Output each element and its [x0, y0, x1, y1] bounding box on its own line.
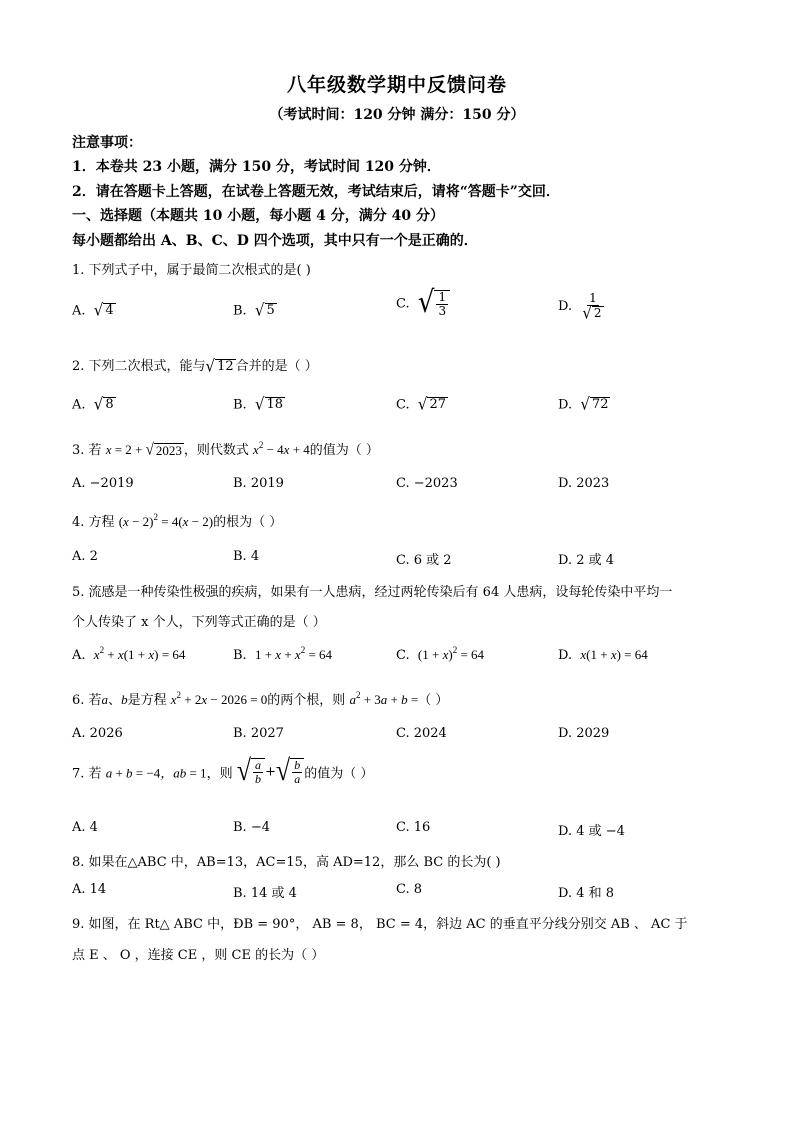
equation: $(x - 2)^2 = 4(x - 2)$ — [118, 512, 214, 529]
question-8-option-b: B. 14 或 4 — [233, 886, 297, 901]
question-5-option-b: B. $1 + x + x^2 = 64$ — [233, 645, 333, 663]
option-a-label: A. — [72, 303, 86, 319]
question-5-stem-line-1: 5. 流感是一种传染性极强的疾病，如果有一人患病，经过两轮传染后有 64 人患病，设每轮传染中平均一 — [72, 585, 673, 600]
section-heading: 一、选择题（本题共 10 小题，每小题 4 分，满分 40 分） — [72, 208, 444, 224]
question-7-stem: 7. 若 a + b = −4，ab = 1，则 √ $\frac{a}{b}$ + √ $\frac{b}{a}$ 的值为（ ） — [72, 753, 374, 787]
question-9-stem-line-2: 点 E 、 O ，连接 CE ，则 CE 的长为（ ） — [72, 948, 325, 963]
question-6-stem: 6. 若a、b是方程 $x^2 + 2x - 2026 = 0$的两个根，则 $a^2 + 3a + b$ =（ ） — [72, 690, 449, 708]
question-2-option-b: B. √ 18 — [233, 394, 284, 414]
expression: $x^2 - 4x + 4$ — [253, 440, 310, 457]
question-2-stem: 2. 下列二次根式，能与 √ 12 合并的是（ ） — [72, 355, 318, 376]
question-1-option-d — [558, 291, 606, 324]
sqrt-expression: √ 4 — [93, 300, 114, 320]
question-3-stem: 3. 若 x = 2 + √ 2023 ，则代数式 $x^2 - 4x + 4$的值为（ ） — [72, 440, 379, 459]
question-1-option-a — [72, 300, 116, 320]
question-6-option-c: C. 2024 — [396, 726, 447, 741]
question-2-option-c: C. √ 27 — [396, 394, 446, 414]
equation: a + b = −4，ab = 1 — [105, 765, 207, 781]
question-1-option-b — [233, 300, 277, 320]
equation: $x^2 + 2x - 2026 = 0$ — [170, 690, 268, 707]
question-7-option-c: C. 16 — [396, 820, 431, 835]
question-8-option-c: C. 8 — [396, 882, 423, 897]
question-4-stem: 4. 方程 $(x - 2)^2 = 4(x - 2)$的根为（ ） — [72, 512, 283, 530]
question-2-option-d: D. √ 72 — [558, 394, 609, 414]
notes-heading: 注意事项： — [72, 135, 142, 151]
question-5-stem-line-2: 个人传染了 x 个人，下列等式正确的是（ ） — [72, 615, 326, 630]
question-6-option-d: D. 2029 — [558, 726, 610, 741]
section-instruction: 每小题都给出 A、B、C、D 四个选项，其中只有一个是正确的． — [72, 233, 478, 249]
question-2-option-a: A. √ 8 — [72, 394, 114, 414]
sqrt-fraction: √ $\frac{a}{b}$ — [237, 758, 265, 786]
question-7-option-d: D. 4 或 −4 — [558, 824, 625, 839]
question-3-option-c: C. −2023 — [396, 476, 458, 491]
sqrt-fraction: √ $\frac{b}{a}$ — [276, 758, 304, 786]
question-4-option-b: B. 4 — [233, 549, 260, 564]
question-4-option-c: C. 6 或 2 — [396, 553, 452, 568]
question-3-option-a: A. −2019 — [72, 476, 134, 491]
question-4-option-a: A. 2 — [72, 549, 98, 564]
question-5-option-c: C. $(1 + x)^2 = 64$ — [396, 645, 485, 663]
question-3-option-b: B. 2019 — [233, 476, 284, 491]
sqrt-expression: √ 5 — [254, 300, 275, 320]
sqrt-fraction: √ $\frac{1}{3}$ — [418, 290, 450, 318]
expression: $a^2 + 3a + b$ = — [349, 690, 419, 707]
question-5-option-a: A. $x^2 + x(1 + x) = 64$ — [72, 645, 186, 663]
fraction: 1 √ 2 — [582, 291, 602, 324]
question-6-option-a: A. 2026 — [72, 726, 123, 741]
question-3-option-d: D. 2023 — [558, 476, 610, 491]
option-b-label: B. — [233, 303, 247, 319]
question-1-option-c — [396, 285, 450, 321]
question-7-option-b: B. −4 — [233, 820, 270, 835]
question-7-option-a: A. 4 — [72, 820, 98, 835]
question-1-stem: 1. 下列式子中，属于最简二次根式的是( ) — [72, 263, 311, 278]
option-d-label: D. — [558, 299, 573, 315]
question-6-option-b: B. 2027 — [233, 726, 284, 741]
equation: x = 2 + √ 2023 — [105, 441, 182, 459]
question-4-option-d: D. 2 或 4 — [558, 553, 615, 568]
question-8-option-d: D. 4 和 8 — [558, 886, 615, 901]
note-item-2: 2．请在答题卡上答题，在试卷上答题无效，考试结束后，请将“答题卡”交回． — [72, 184, 560, 200]
question-8-stem: 8. 如果在△ABC 中，AB=13，AC=15，高 AD=12，那么 BC 的长为( ) — [72, 855, 501, 870]
question-9-stem-line-1: 9. 如图，在 Rt△ ABC 中，ÐB = 90°， AB = 8， BC = 4，斜边 AC 的垂直平分线分别交 AB 、 AC 于 — [72, 917, 688, 932]
note-item-1: 1．本卷共 23 小题，满分 150 分，考试时间 120 分钟． — [72, 159, 441, 175]
question-8-option-a: A. 14 — [72, 882, 107, 897]
page-title: 八年级数学期中反馈问卷 — [286, 74, 507, 96]
exam-info: （考试时间：120 分钟 满分：150 分） — [269, 107, 525, 123]
question-5-option-d: D. x(1 + x) = 64 — [558, 647, 648, 663]
sqrt-expression: √ 12 — [205, 355, 234, 376]
option-c-label: C. — [396, 296, 410, 312]
